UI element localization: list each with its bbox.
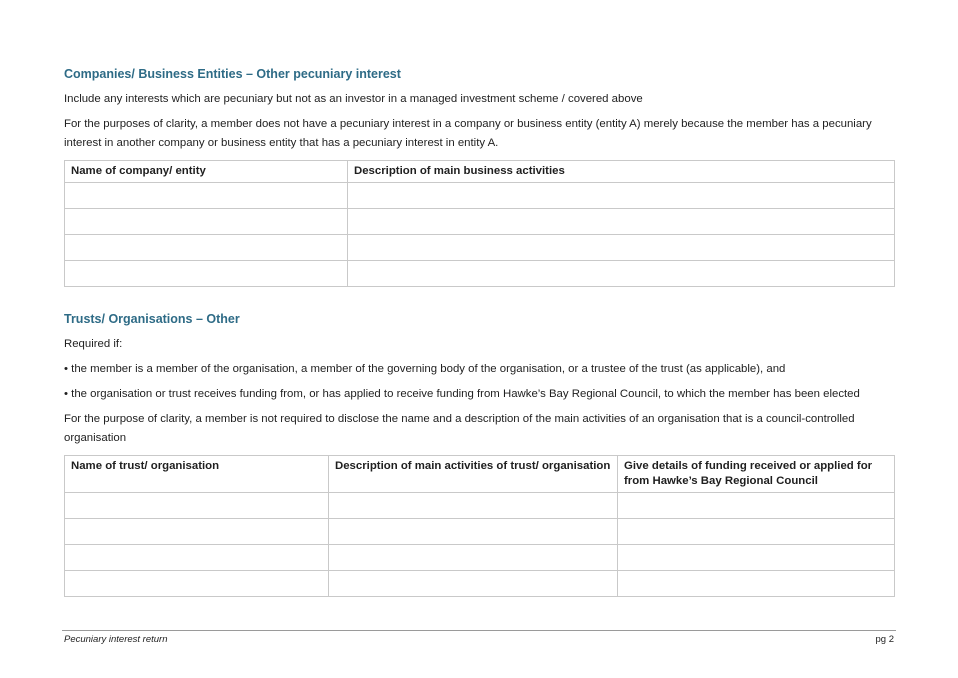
table-cell[interactable] — [348, 235, 895, 261]
column-header: Name of trust/ organisation — [65, 456, 329, 493]
table-cell[interactable] — [65, 493, 329, 519]
table-cell[interactable] — [65, 235, 348, 261]
companies-clarity-note: For the purposes of clarity, a member does not have a pecuniary interest in a company or business entity (entity A) merely because the member has a pecuniary interest in another company or business entity that has a pecuniary interest in entity A. — [64, 118, 872, 149]
companies-intro: Include any interests which are pecuniary but not as an investor in a managed investment scheme / covered above — [64, 93, 643, 105]
table-cell[interactable] — [618, 519, 895, 545]
column-header: Name of company/ entity — [65, 161, 348, 183]
requirement-bullet: • the organisation or trust receives funding from, or has applied to receive funding from Hawke’s Bay Regional Council, to which the member has been elected — [64, 388, 860, 400]
trusts-clarity-note: For the purpose of clarity, a member is not required to disclose the name and a description of the main activities of an organisation that is a council-controlled organisation — [64, 413, 855, 444]
table-cell[interactable] — [65, 209, 348, 235]
table-header-row — [65, 456, 895, 493]
table-cell[interactable] — [329, 519, 618, 545]
table-row — [65, 261, 895, 287]
table-row — [65, 235, 895, 261]
footer-page-number: pg 2 — [875, 634, 894, 645]
table-cell[interactable] — [65, 183, 348, 209]
table-cell[interactable] — [348, 261, 895, 287]
table-cell[interactable] — [618, 571, 895, 597]
table-cell[interactable] — [65, 261, 348, 287]
companies-section-title: Companies/ Business Entities – Other pecuniary interest — [64, 67, 401, 81]
table-cell[interactable] — [618, 545, 895, 571]
column-header: Give details of funding received or applied for from Hawke’s Bay Regional Council — [618, 456, 895, 493]
table-cell[interactable] — [618, 493, 895, 519]
table-cell[interactable] — [329, 545, 618, 571]
footer-document-title: Pecuniary interest return — [64, 634, 168, 645]
table-cell[interactable] — [329, 571, 618, 597]
companies-table — [64, 160, 895, 287]
footer-divider — [62, 630, 896, 631]
table-cell[interactable] — [348, 183, 895, 209]
column-header: Description of main activities of trust/ organisation — [329, 456, 618, 493]
table-row — [65, 493, 895, 519]
trusts-table — [64, 455, 895, 597]
trusts-section-title: Trusts/ Organisations – Other — [64, 312, 240, 326]
table-row — [65, 571, 895, 597]
table-row — [65, 209, 895, 235]
table-cell[interactable] — [348, 209, 895, 235]
table-row — [65, 545, 895, 571]
column-header: Description of main business activities — [348, 161, 895, 183]
table-cell[interactable] — [65, 571, 329, 597]
table-cell[interactable] — [65, 545, 329, 571]
table-cell[interactable] — [65, 519, 329, 545]
table-cell[interactable] — [329, 493, 618, 519]
table-row — [65, 183, 895, 209]
requirement-bullet: • the member is a member of the organisation, a member of the governing body of the organisation, or a trustee of the trust (as applicable), and — [64, 363, 786, 375]
table-row — [65, 519, 895, 545]
required-if-label: Required if: — [64, 338, 123, 350]
table-header-row — [65, 161, 895, 183]
